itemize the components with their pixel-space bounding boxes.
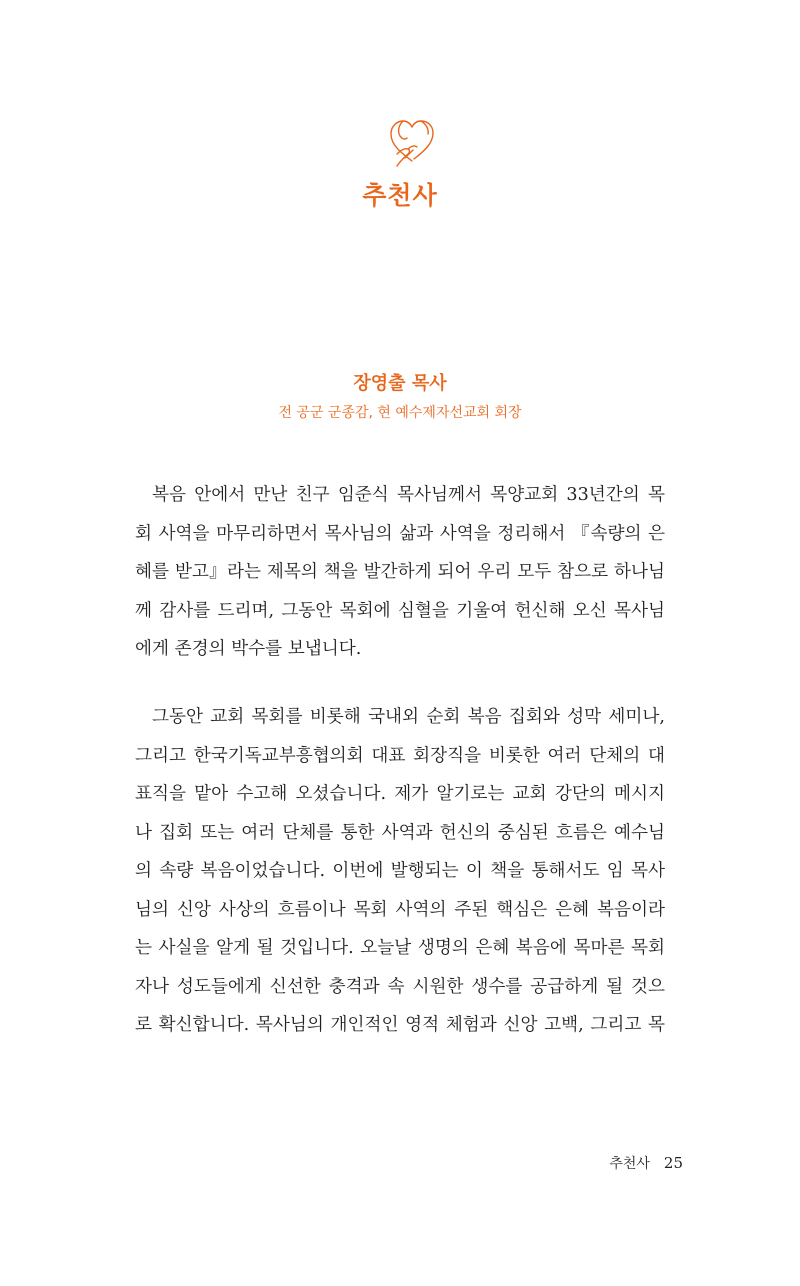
text-line: 그리고 한국기독교부흥협의회 대표 회장직을 비롯한 여러 단체의 대	[135, 745, 665, 766]
heart-outline-icon	[383, 114, 441, 172]
running-head: 추천사	[609, 1156, 650, 1172]
text-line: 자나 성도들에게 신선한 충격과 속 시원한 생수를 공급하게 될 것으	[135, 976, 665, 997]
author-name: 장영출 목사	[353, 373, 447, 394]
text-line: 는 사실을 알게 될 것입니다. 오늘날 생명의 은혜 복음에 목마른 목회	[135, 938, 665, 958]
paragraph	[135, 698, 665, 1045]
text-line: 표직을 맡아 수고해 오셨습니다. 제가 알기로는 교회 강단의 메시지	[135, 784, 665, 804]
text-line: 회 사역을 마무리하면서 목사님의 삶과 사역을 정리해서 『속량의 은	[135, 523, 665, 544]
text-line: 의 속량 복음이었습니다. 이번에 발행되는 이 책을 통해서도 임 목사	[135, 861, 665, 881]
text-line: 에게 존경의 박수를 보냅니다.	[135, 639, 362, 659]
author-role: 전 공군 군종감, 현 예수제자선교회 회장	[278, 405, 522, 421]
text-line: 나 집회 또는 여러 단체를 통한 사역과 헌신의 중심된 흐름은 예수님	[135, 822, 665, 843]
text-line: 그동안 교회 목회를 비롯해 국내외 순회 복음 집회와 성막 세미나,	[152, 707, 665, 727]
text-line: 혜를 받고』라는 제목의 책을 발간하게 되어 우리 모두 참으로 하나님	[135, 562, 665, 582]
paragraph	[135, 476, 665, 669]
page-number: 25	[663, 1154, 683, 1172]
page-title: 추천사	[362, 181, 438, 210]
text-line: 님의 신앙 사상의 흐름이나 목회 사역의 주된 핵심은 은혜 복음이라	[135, 899, 665, 920]
text-line: 께 감사를 드리며, 그동안 목회에 심혈을 기울여 헌신해 오신 목사님	[135, 600, 665, 621]
text-line: 복음 안에서 만난 친구 임준식 목사님께서 목양교회 33년간의 목	[152, 485, 665, 505]
page-footer	[609, 1153, 683, 1173]
text-line: 로 확신합니다. 목사님의 개인적인 영적 체험과 신앙 고백, 그리고 목	[135, 1015, 665, 1035]
